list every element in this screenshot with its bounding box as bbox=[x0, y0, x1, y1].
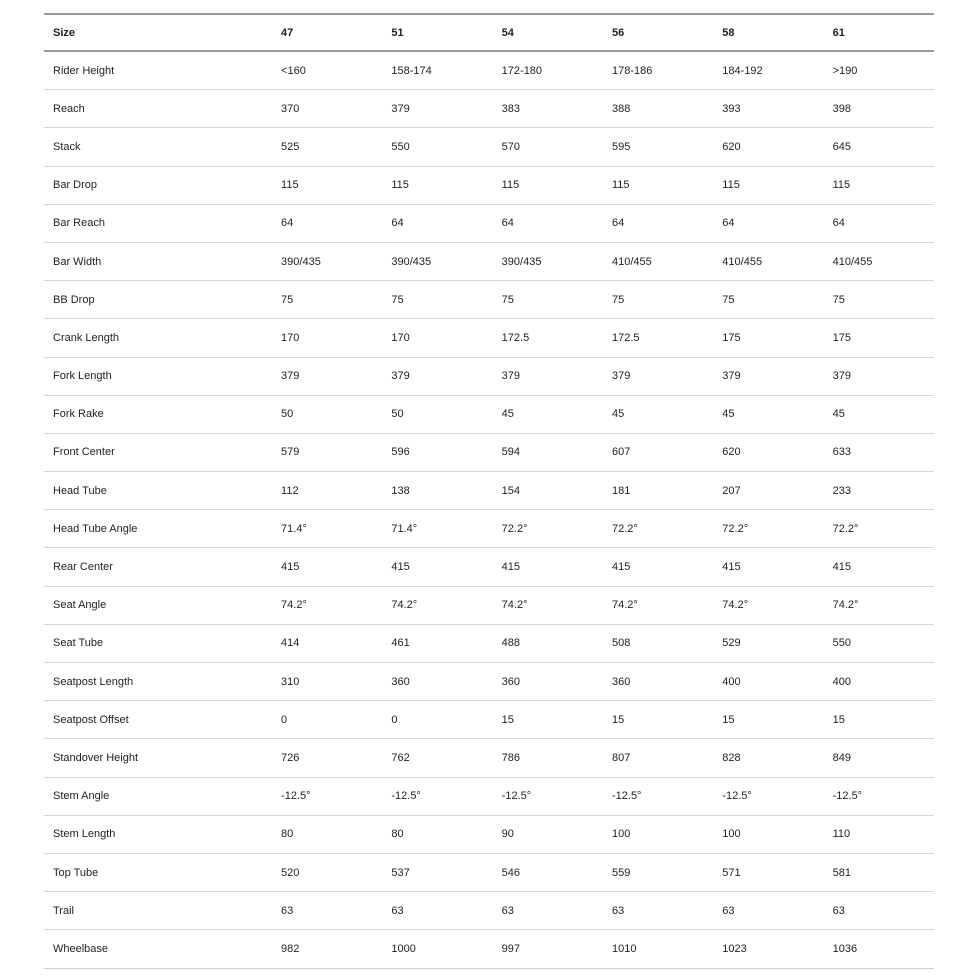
row-label: Seatpost Offset bbox=[53, 713, 129, 726]
table-row bbox=[44, 701, 934, 739]
table-row bbox=[44, 815, 934, 853]
table-cell: 1036 bbox=[832, 942, 858, 955]
table-cell: 100 bbox=[722, 828, 741, 841]
table-cell: 508 bbox=[611, 637, 631, 650]
table-cell: 415 bbox=[391, 561, 410, 574]
table-cell: 310 bbox=[281, 675, 300, 688]
table-row bbox=[44, 433, 934, 471]
table-cell: 75 bbox=[611, 293, 625, 306]
table-cell: 400 bbox=[832, 675, 851, 688]
table-row bbox=[44, 777, 934, 815]
table-row bbox=[44, 663, 934, 701]
table-cell: 64 bbox=[391, 217, 404, 230]
table-cell: 0 bbox=[281, 713, 288, 726]
table-row bbox=[44, 204, 934, 242]
table-cell: 72.2° bbox=[611, 522, 638, 535]
table-cell: 63 bbox=[501, 904, 514, 917]
table-row bbox=[44, 357, 934, 395]
table-cell: 596 bbox=[391, 446, 410, 459]
header-cell-size: 61 bbox=[832, 26, 845, 39]
row-label: Rider Height bbox=[53, 64, 115, 77]
table-cell: 529 bbox=[722, 637, 741, 650]
table-cell: 115 bbox=[281, 179, 299, 192]
row-label: Top Tube bbox=[53, 866, 99, 879]
table-cell: 72.2° bbox=[832, 522, 859, 535]
table-cell: 786 bbox=[501, 751, 521, 764]
table-cell: 175 bbox=[722, 331, 741, 344]
table-cell: 138 bbox=[391, 484, 410, 497]
table-cell: 360 bbox=[501, 675, 521, 688]
table-cell: 63 bbox=[722, 904, 735, 917]
table-cell: 537 bbox=[391, 866, 410, 879]
table-cell: 64 bbox=[611, 217, 625, 230]
table-cell: 175 bbox=[832, 331, 851, 344]
table-cell: 75 bbox=[501, 293, 514, 306]
table-row bbox=[44, 586, 934, 624]
table-cell: 595 bbox=[611, 140, 631, 153]
table-cell: 115 bbox=[501, 179, 520, 192]
table-cell: 379 bbox=[832, 370, 851, 383]
table-cell: -12.5° bbox=[611, 790, 642, 803]
table-cell: 74.2° bbox=[501, 599, 528, 612]
row-label: Seatpost Length bbox=[53, 675, 134, 688]
row-label: Stem Angle bbox=[53, 790, 110, 803]
table-row bbox=[44, 739, 934, 777]
table-row bbox=[44, 853, 934, 891]
table-row bbox=[44, 319, 934, 357]
row-label: Stem Length bbox=[53, 828, 116, 841]
table-cell: 546 bbox=[501, 866, 521, 879]
row-label: Head Tube Angle bbox=[53, 522, 138, 535]
table-cell: 379 bbox=[281, 370, 300, 383]
table-cell: 90 bbox=[501, 828, 514, 841]
table-cell: 71.4° bbox=[391, 522, 418, 535]
table-cell: 64 bbox=[722, 217, 735, 230]
table-cell: 828 bbox=[722, 751, 741, 764]
table-row bbox=[44, 90, 934, 128]
table-cell: 74.2° bbox=[281, 599, 307, 612]
table-cell: 64 bbox=[832, 217, 845, 230]
table-cell: -12.5° bbox=[832, 790, 863, 803]
table-cell: 410/455 bbox=[611, 255, 652, 268]
table-cell: 379 bbox=[391, 370, 410, 383]
geometry-table bbox=[44, 13, 934, 969]
table-row bbox=[44, 624, 934, 662]
row-label: Fork Length bbox=[53, 370, 112, 383]
table-cell: 75 bbox=[722, 293, 735, 306]
table-row bbox=[44, 472, 934, 510]
table-cell: 115 bbox=[391, 179, 409, 192]
header-cell-size: 51 bbox=[391, 26, 404, 39]
table-cell: 379 bbox=[391, 102, 410, 115]
table-cell: -12.5° bbox=[501, 790, 532, 803]
table-cell: 594 bbox=[501, 446, 521, 459]
table-cell: 383 bbox=[501, 102, 521, 115]
table-cell: 74.2° bbox=[611, 599, 638, 612]
table-cell: 75 bbox=[281, 293, 294, 306]
table-cell: 72.2° bbox=[722, 522, 749, 535]
table-cell: 415 bbox=[501, 561, 521, 574]
table-cell: <160 bbox=[281, 64, 306, 77]
table-cell: 415 bbox=[611, 561, 631, 574]
table-cell: 100 bbox=[611, 828, 631, 841]
table-cell: 379 bbox=[722, 370, 741, 383]
table-cell: 0 bbox=[391, 713, 398, 726]
table-cell: 645 bbox=[832, 140, 851, 153]
table-cell: 63 bbox=[281, 904, 294, 917]
table-cell: 410/455 bbox=[722, 255, 763, 268]
row-label: Trail bbox=[53, 904, 74, 917]
table-cell: -12.5° bbox=[391, 790, 421, 803]
table-cell: >190 bbox=[832, 64, 858, 77]
table-header bbox=[44, 14, 934, 51]
table-cell: 207 bbox=[722, 484, 741, 497]
row-label: Front Center bbox=[53, 446, 115, 459]
table-cell: 370 bbox=[281, 102, 300, 115]
table-cell: 520 bbox=[281, 866, 300, 879]
table-cell: 633 bbox=[832, 446, 851, 459]
row-label: Head Tube bbox=[53, 484, 107, 497]
header-row bbox=[44, 14, 934, 51]
table-cell: 50 bbox=[281, 408, 294, 421]
table-cell: 50 bbox=[391, 408, 404, 421]
row-label: Seat Tube bbox=[53, 637, 104, 650]
header-cell-size: 56 bbox=[611, 26, 625, 39]
table-cell: 80 bbox=[281, 828, 294, 841]
row-label: Stack bbox=[53, 140, 81, 153]
table-cell: 571 bbox=[722, 866, 741, 879]
table-cell: 1000 bbox=[391, 942, 416, 955]
table-row bbox=[44, 51, 934, 90]
table-cell: 390/435 bbox=[501, 255, 542, 268]
row-label: Wheelbase bbox=[53, 942, 109, 955]
row-label: Seat Angle bbox=[53, 599, 107, 612]
table-cell: 71.4° bbox=[281, 522, 307, 535]
table-cell: 388 bbox=[611, 102, 631, 115]
header-cell-size: 54 bbox=[501, 26, 514, 39]
table-cell: 581 bbox=[832, 866, 851, 879]
table-cell: 74.2° bbox=[722, 599, 749, 612]
table-body bbox=[44, 51, 934, 968]
table-row bbox=[44, 128, 934, 166]
table-cell: 1023 bbox=[722, 942, 747, 955]
row-label: BB Drop bbox=[53, 293, 95, 306]
table-cell: 982 bbox=[281, 942, 300, 955]
table-row bbox=[44, 242, 934, 280]
table-cell: 170 bbox=[281, 331, 300, 344]
table-row bbox=[44, 166, 934, 204]
table-cell: 550 bbox=[391, 140, 410, 153]
header-cell-size: 47 bbox=[281, 26, 294, 39]
table-cell: 74.2° bbox=[832, 599, 859, 612]
table-cell: 620 bbox=[722, 446, 741, 459]
row-label: Standover Height bbox=[53, 751, 138, 764]
table-cell: 461 bbox=[391, 637, 410, 650]
row-label: Bar Reach bbox=[53, 217, 105, 230]
table-row bbox=[44, 930, 934, 968]
table-cell: 64 bbox=[501, 217, 514, 230]
table-cell: 75 bbox=[391, 293, 404, 306]
table-cell: 45 bbox=[832, 408, 845, 421]
table-cell: 997 bbox=[501, 942, 521, 955]
table-cell: 400 bbox=[722, 675, 741, 688]
table-cell: 15 bbox=[611, 713, 625, 726]
table-cell: 15 bbox=[722, 713, 735, 726]
table-cell: 390/435 bbox=[391, 255, 432, 268]
table-cell: 45 bbox=[501, 408, 514, 421]
table-cell: 390/435 bbox=[281, 255, 321, 268]
table-cell: 172-180 bbox=[501, 64, 543, 77]
table-cell: 807 bbox=[611, 751, 631, 764]
row-label: Crank Length bbox=[53, 331, 120, 344]
row-label: Reach bbox=[53, 102, 85, 115]
table-cell: 172.5 bbox=[611, 331, 640, 344]
table-cell: 414 bbox=[281, 637, 300, 650]
table-cell: 45 bbox=[722, 408, 735, 421]
table-cell: 15 bbox=[832, 713, 845, 726]
table-cell: 762 bbox=[391, 751, 410, 764]
table-cell: 379 bbox=[501, 370, 521, 383]
table-row bbox=[44, 548, 934, 586]
table-cell: 415 bbox=[722, 561, 741, 574]
table-cell: 154 bbox=[501, 484, 521, 497]
table-cell: 45 bbox=[611, 408, 625, 421]
table-cell: 607 bbox=[611, 446, 631, 459]
table-cell: 63 bbox=[611, 904, 625, 917]
table-cell: 620 bbox=[722, 140, 741, 153]
table-cell: 64 bbox=[281, 217, 294, 230]
row-label: Fork Rake bbox=[53, 408, 104, 421]
header-cell-size-label: Size bbox=[53, 26, 76, 39]
table-cell: 72.2° bbox=[501, 522, 528, 535]
table-cell: 158-174 bbox=[391, 64, 432, 77]
table-row bbox=[44, 892, 934, 930]
row-label: Bar Drop bbox=[53, 179, 98, 192]
table-cell: -12.5° bbox=[722, 790, 752, 803]
header-cell-size: 58 bbox=[722, 26, 735, 39]
table-cell: 184-192 bbox=[722, 64, 763, 77]
table-cell: 525 bbox=[281, 140, 300, 153]
table-cell: 233 bbox=[832, 484, 851, 497]
table-cell: 170 bbox=[391, 331, 410, 344]
table-cell: 1010 bbox=[611, 942, 637, 955]
table-cell: 112 bbox=[281, 484, 299, 497]
table-cell: 360 bbox=[611, 675, 631, 688]
table-cell: 181 bbox=[611, 484, 631, 497]
table-cell: 115 bbox=[722, 179, 740, 192]
table-cell: 75 bbox=[832, 293, 845, 306]
table-cell: 15 bbox=[501, 713, 514, 726]
row-label: Rear Center bbox=[53, 561, 113, 574]
table-cell: -12.5° bbox=[281, 790, 311, 803]
table-cell: 550 bbox=[832, 637, 851, 650]
table-cell: 559 bbox=[611, 866, 631, 879]
table-cell: 379 bbox=[611, 370, 631, 383]
table-cell: 488 bbox=[501, 637, 521, 650]
table-cell: 115 bbox=[832, 179, 851, 192]
table-cell: 410/455 bbox=[832, 255, 873, 268]
table-row bbox=[44, 395, 934, 433]
table-cell: 63 bbox=[391, 904, 404, 917]
table-cell: 74.2° bbox=[391, 599, 418, 612]
table-cell: 415 bbox=[832, 561, 851, 574]
table-cell: 570 bbox=[501, 140, 521, 153]
table-cell: 115 bbox=[611, 179, 630, 192]
table-cell: 172.5 bbox=[501, 331, 530, 344]
table-cell: 579 bbox=[281, 446, 300, 459]
table-cell: 393 bbox=[722, 102, 741, 115]
table-cell: 63 bbox=[832, 904, 845, 917]
row-label: Bar Width bbox=[53, 255, 102, 268]
table-row bbox=[44, 281, 934, 319]
table-cell: 398 bbox=[832, 102, 851, 115]
table-cell: 360 bbox=[391, 675, 410, 688]
table-cell: 726 bbox=[281, 751, 300, 764]
table-cell: 849 bbox=[832, 751, 851, 764]
table-cell: 178-186 bbox=[611, 64, 653, 77]
table-cell: 110 bbox=[832, 828, 851, 841]
table-cell: 415 bbox=[281, 561, 300, 574]
table-cell: 80 bbox=[391, 828, 404, 841]
table-row bbox=[44, 510, 934, 548]
